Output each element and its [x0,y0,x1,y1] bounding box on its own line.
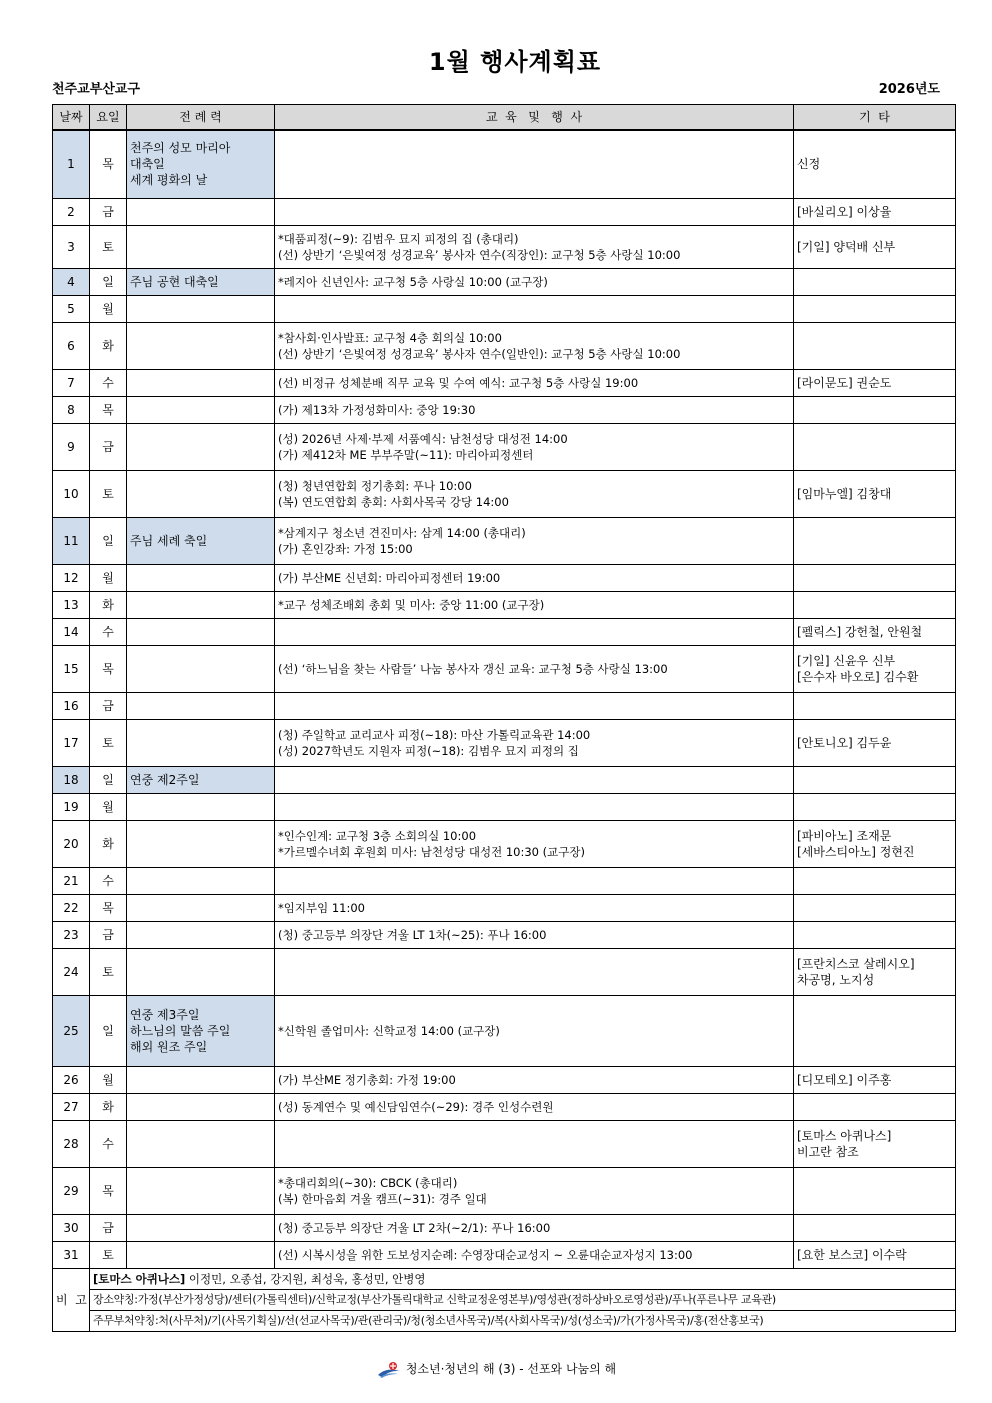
liturgy-cell [127,369,275,396]
weekday-cell: 금 [90,921,127,948]
biko-row-2 [53,1289,956,1310]
event-cell: (청) 청년연합회 정기총회: 푸나 10:00 (복) 연도연합회 총회: 사회사목국 강당 14:00 [275,470,794,517]
date-cell: 2 [53,198,90,225]
event-cell [275,692,794,719]
event-cell: (선) 비정규 성체분배 직무 교육 및 수여 예식: 교구청 5층 사랑실 19:00 [275,369,794,396]
biko-line-3: 주무부처약칭:처(사무처)/기(사목기획실)/선(선교사목국)/관(관리국)/청(청소년사목국)/복(사회사목국)/성(성소국)/가(가정사목국)/홍(전산홍보국) [90,1310,956,1331]
date-cell: 23 [53,921,90,948]
event-cell: *인수인계: 교구청 3층 소회의실 10:00 *가르멜수녀회 후원회 미사: 남천성당 대성전 10:30 (교구장) [275,820,794,867]
liturgy-cell [127,470,275,517]
etc-cell [794,894,956,921]
weekday-cell: 월 [90,1066,127,1093]
date-cell: 30 [53,1214,90,1241]
biko-line-1-tag: [토마스 아퀴나스] [93,1271,186,1286]
table-row [53,766,956,793]
liturgy-cell [127,921,275,948]
header-liturgy: 전 례 력 [127,105,275,131]
event-cell: (선) ‘하느님을 찾는 사람들’ 나눔 봉사자 갱신 교육: 교구청 5층 사랑실 13:00 [275,645,794,692]
date-cell: 21 [53,867,90,894]
table-row [53,130,956,198]
liturgy-cell: 주님 세례 축일 [127,517,275,564]
footer-motto: 청소년·청년의 해 (3) - 선포와 나눔의 해 [405,1362,617,1376]
etc-cell [794,423,956,470]
date-cell: 24 [53,948,90,995]
table-row [53,198,956,225]
etc-cell: [안토니오] 김두윤 [794,719,956,766]
liturgy-cell [127,867,275,894]
date-cell: 15 [53,645,90,692]
date-cell: 18 [53,766,90,793]
event-cell: (성) 2026년 사제·부제 서품예식: 남천성당 대성전 14:00 (가) 제412차 ME 부부주말(~11): 마리아피정센터 [275,423,794,470]
event-cell [275,130,794,198]
liturgy-cell: 주님 공현 대축일 [127,268,275,295]
event-cell: (가) 부산ME 정기총회: 가정 19:00 [275,1066,794,1093]
liturgy-cell: 천주의 성모 마리아 대축일 세계 평화의 날 [127,130,275,198]
liturgy-cell [127,645,275,692]
liturgy-cell [127,322,275,369]
table-row [53,894,956,921]
liturgy-cell [127,894,275,921]
table-row [53,719,956,766]
weekday-cell: 토 [90,470,127,517]
table-row [53,1120,956,1167]
footer [0,1360,992,1379]
table-row [53,564,956,591]
table-row [53,423,956,470]
table-row [53,322,956,369]
weekday-cell: 금 [90,198,127,225]
liturgy-cell [127,1093,275,1120]
weekday-cell: 화 [90,1093,127,1120]
liturgy-cell [127,198,275,225]
table-row [53,995,956,1066]
etc-cell [794,1167,956,1214]
weekday-cell: 토 [90,719,127,766]
date-cell: 6 [53,322,90,369]
date-cell: 19 [53,793,90,820]
weekday-cell: 월 [90,295,127,322]
liturgy-cell [127,1241,275,1268]
event-cell [275,295,794,322]
weekday-cell: 화 [90,322,127,369]
weekday-cell: 화 [90,591,127,618]
event-cell [275,867,794,894]
table-row [53,820,956,867]
etc-cell [794,1214,956,1241]
weekday-cell: 목 [90,130,127,198]
table-row [53,1214,956,1241]
table-row [53,948,956,995]
liturgy-cell [127,1066,275,1093]
liturgy-cell [127,396,275,423]
weekday-cell: 월 [90,564,127,591]
date-cell: 11 [53,517,90,564]
table-row [53,1241,956,1268]
date-cell: 20 [53,820,90,867]
etc-cell [794,1093,956,1120]
date-cell: 9 [53,423,90,470]
event-cell: *삼계지구 청소년 견진미사: 삼계 14:00 (총대리) (가) 혼인강좌: 가정 15:00 [275,517,794,564]
table-row [53,591,956,618]
header-events: 교 육 및 행 사 [275,105,794,131]
etc-cell [794,766,956,793]
liturgy-cell: 연중 제2주일 [127,766,275,793]
liturgy-cell [127,591,275,618]
liturgy-cell [127,1120,275,1167]
weekday-cell: 토 [90,1241,127,1268]
table-row [53,268,956,295]
etc-cell: [요한 보스코] 이수락 [794,1241,956,1268]
liturgy-cell [127,719,275,766]
weekday-cell: 수 [90,618,127,645]
biko-row-3 [53,1310,956,1331]
etc-cell [794,322,956,369]
event-cell: *총대리회의(~30): CBCK (총대리) (복) 한마음회 겨울 캠프(~31): 경주 일대 [275,1167,794,1214]
liturgy-cell [127,295,275,322]
weekday-cell: 목 [90,894,127,921]
table-row [53,517,956,564]
liturgy-cell [127,793,275,820]
table-row [53,470,956,517]
etc-cell [794,867,956,894]
date-cell: 14 [53,618,90,645]
date-cell: 13 [53,591,90,618]
weekday-cell: 일 [90,517,127,564]
date-cell: 26 [53,1066,90,1093]
etc-cell: [기일] 신윤우 신부 [은수자 바오로] 김수환 [794,645,956,692]
date-cell: 28 [53,1120,90,1167]
weekday-cell: 월 [90,793,127,820]
date-cell: 22 [53,894,90,921]
date-cell: 27 [53,1093,90,1120]
liturgy-cell [127,1214,275,1241]
etc-cell: [바실리오] 이상율 [794,198,956,225]
event-cell: *참사회·인사발표: 교구청 4층 회의실 10:00 (선) 상반기 ‘은빛여정 성경교육’ 봉사자 연수(일반인): 교구청 5층 사랑실 10:00 [275,322,794,369]
event-cell [275,198,794,225]
event-cell: *교구 성체조배회 총회 및 미사: 중앙 11:00 (교구장) [275,591,794,618]
event-cell [275,618,794,645]
date-cell: 10 [53,470,90,517]
weekday-cell: 토 [90,948,127,995]
etc-cell [794,591,956,618]
etc-cell: [파비아노] 조재문 [세바스티아노] 정현진 [794,820,956,867]
etc-cell: [디모테오] 이주홍 [794,1066,956,1093]
weekday-cell: 수 [90,369,127,396]
weekday-cell: 일 [90,268,127,295]
table-row [53,645,956,692]
table-row [53,692,956,719]
event-cell: (가) 제13차 가정성화미사: 중앙 19:30 [275,396,794,423]
weekday-cell: 금 [90,692,127,719]
date-cell: 16 [53,692,90,719]
etc-cell: [펠릭스] 강헌철, 안원철 [794,618,956,645]
liturgy-cell [127,1167,275,1214]
biko-line-1-text: 이정민, 오종섭, 강지원, 최성욱, 홍성민, 안병영 [185,1271,426,1286]
date-cell: 4 [53,268,90,295]
etc-cell: 신정 [794,130,956,198]
biko-line-2: 장소약칭:가정(부산가정성당)/센터(가톨릭센터)/신학교정(부산가톨릭대학교 신학교정운영본부)/영성관(정하상바오로영성관)/푸나(푸른나무 교육관) [90,1289,956,1310]
event-cell: *임지부임 11:00 [275,894,794,921]
header-weekday: 요일 [90,105,127,131]
table-row [53,369,956,396]
weekday-cell: 수 [90,867,127,894]
header-etc: 기 타 [794,105,956,131]
table-header-row [53,105,956,131]
date-cell: 29 [53,1167,90,1214]
diocese-logo-icon [376,1361,402,1379]
liturgy-cell [127,948,275,995]
table-row [53,793,956,820]
year-label: 2026년도 [878,82,940,97]
date-cell: 7 [53,369,90,396]
weekday-cell: 화 [90,820,127,867]
liturgy-cell: 연중 제3주일 하느님의 말씀 주일 해외 원조 주일 [127,995,275,1066]
date-cell: 12 [53,564,90,591]
etc-cell [794,793,956,820]
event-cell [275,793,794,820]
etc-cell [794,692,956,719]
liturgy-cell [127,423,275,470]
liturgy-cell [127,820,275,867]
table-row [53,921,956,948]
table-row [53,1167,956,1214]
table-row [53,1066,956,1093]
event-cell: (선) 시복시성을 위한 도보성지순례: 수영장대순교성지 ~ 오륜대순교자성지 13:00 [275,1241,794,1268]
date-cell: 25 [53,995,90,1066]
event-cell: (청) 주일학교 교리교사 피정(~18): 마산 가톨릭교육관 14:00 (성) 2027학년도 지원자 피정(~18): 김범우 묘지 피정의 집 [275,719,794,766]
event-cell [275,1120,794,1167]
weekday-cell: 목 [90,396,127,423]
weekday-cell: 일 [90,766,127,793]
biko-row-1 [53,1268,956,1289]
liturgy-cell [127,692,275,719]
event-cell: (청) 중고등부 의장단 겨울 LT 1차(~25): 푸나 16:00 [275,921,794,948]
header-date: 날짜 [53,105,90,131]
event-cell: (성) 동계연수 및 예신담임연수(~29): 경주 인성수련원 [275,1093,794,1120]
table-row [53,225,956,268]
etc-cell [794,396,956,423]
etc-cell: [라이문도] 권순도 [794,369,956,396]
weekday-cell: 일 [90,995,127,1066]
etc-cell [794,295,956,322]
diocese-name: 천주교부산교구 [52,82,140,97]
table-row [53,1093,956,1120]
etc-cell [794,268,956,295]
weekday-cell: 수 [90,1120,127,1167]
weekday-cell: 목 [90,645,127,692]
date-cell: 5 [53,295,90,322]
etc-cell [794,517,956,564]
date-cell: 31 [53,1241,90,1268]
event-cell [275,948,794,995]
etc-cell: [토마스 아퀴나스] 비고란 참조 [794,1120,956,1167]
weekday-cell: 금 [90,423,127,470]
biko-label: 비 고 [53,1268,90,1331]
table-row [53,396,956,423]
date-cell: 1 [53,130,90,198]
table-row [53,295,956,322]
liturgy-cell [127,618,275,645]
event-cell: *신학원 졸업미사: 신학교정 14:00 (교구장) [275,995,794,1066]
date-cell: 3 [53,225,90,268]
event-cell: (청) 중고등부 의장단 겨울 LT 2차(~2/1): 푸나 16:00 [275,1214,794,1241]
table-row [53,867,956,894]
event-cell: (가) 부산ME 신년회: 마리아피정센터 19:00 [275,564,794,591]
schedule-table [52,104,956,1332]
event-cell [275,766,794,793]
etc-cell: [기일] 양덕배 신부 [794,225,956,268]
weekday-cell: 금 [90,1214,127,1241]
etc-cell [794,564,956,591]
etc-cell [794,921,956,948]
etc-cell [794,995,956,1066]
table-row [53,618,956,645]
date-cell: 17 [53,719,90,766]
event-cell: *레지아 신년인사: 교구청 5층 사랑실 10:00 (교구장) [275,268,794,295]
page-title: 1월 행사계획표 [428,48,602,76]
etc-cell: [임마누엘] 김창대 [794,470,956,517]
event-cell: *대품피정(~9): 김범우 묘지 피정의 집 (총대리) (선) 상반기 ‘은빛여정 성경교육’ 봉사자 연수(직장인): 교구청 5층 사랑실 10:00 [275,225,794,268]
date-cell: 8 [53,396,90,423]
biko-line-1 [90,1268,956,1289]
weekday-cell: 토 [90,225,127,268]
liturgy-cell [127,225,275,268]
liturgy-cell [127,564,275,591]
etc-cell: [프란치스코 살레시오] 차공명, 노지성 [794,948,956,995]
weekday-cell: 목 [90,1167,127,1214]
